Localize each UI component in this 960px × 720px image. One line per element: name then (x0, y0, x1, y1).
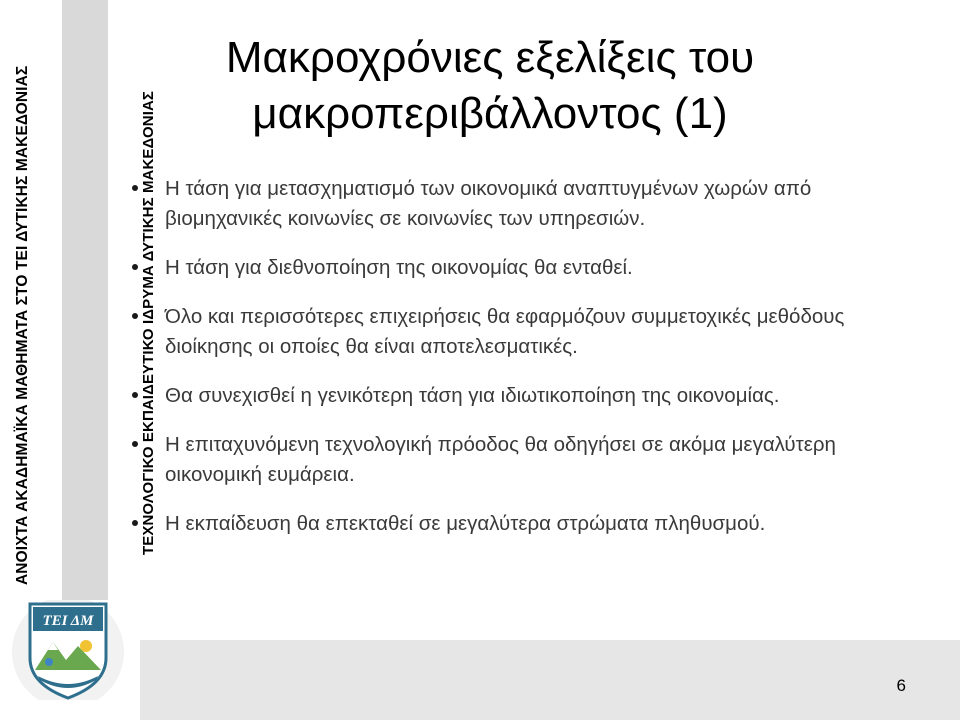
bullet-list (132, 174, 932, 558)
bullet-text: Η επιταχυνόμενη τεχνολογική πρόοδος θα οδηγήσει σε ακόμα μεγαλύτερη οικονομική ευμάρεια. (165, 433, 836, 486)
tei-logo-icon (8, 600, 140, 700)
bullet-item (132, 302, 932, 362)
university-side-band (0, 0, 63, 600)
institute-label: ΤΕΧΝΟΛΟΓΙΚΟ ΕΚΠΑΙΔΕΥΤΙΚΟ ΙΔΡΥΜΑ ΔΥΤΙΚΗΣ ΜΑΚΕΔΟΝΙΑΣ (140, 90, 157, 555)
bullet-text: Η εκπαίδευση θα επεκταθεί σε μεγαλύτερα στρώματα πληθυσμού. (165, 512, 766, 535)
bullet-item (132, 253, 932, 283)
bullet-icon (132, 264, 138, 270)
bullet-icon (132, 185, 138, 191)
university-label: ΑΝΟΙΧΤΑ ΑΚΑΔΗΜΑΪΚΑ ΜΑΘΗΜΑΤΑ ΣΤΟ ΤΕΙ ΔΥΤΙΚΗΣ ΜΑΚΕΔΟΝΙΑΣ (14, 65, 31, 585)
bullet-text: Η τάση για διεθνοποίηση της οικονομίας θα ενταθεί. (165, 256, 633, 279)
bullet-icon (132, 520, 138, 526)
slide-title-line1: Μακροχρόνιες εξελίξεις του (225, 33, 755, 82)
bullet-text: Θα συνεχισθεί η γενικότερη τάση για ιδιωτικοποίηση της οικονομίας. (165, 384, 780, 407)
slide-title-line2: μακροπεριβάλλοντος (1) (252, 89, 728, 138)
bullet-text: Η τάση για μετασχηματισμό των οικονομικά αναπτυγμένων χωρών από βιομηχανικές κοινωνίες σε κοινωνίες των υπηρεσιών. (165, 177, 812, 230)
footer-band (0, 640, 960, 720)
bullet-icon (132, 392, 138, 398)
page-number: 6 (896, 676, 906, 695)
bullet-item (132, 174, 932, 234)
bullet-item (132, 381, 932, 411)
slide-title (130, 30, 850, 142)
logo-text: ΤΕΙ ΔΜ (42, 613, 94, 629)
bullet-icon (132, 313, 138, 319)
institute-side-band (62, 0, 157, 600)
bullet-item (132, 430, 932, 490)
bullet-text: Όλο και περισσότερες επιχειρήσεις θα εφαρμόζουν συμμετοχικές μεθόδους διοίκησης οι οποίες θα είναι αποτελεσματικές. (165, 305, 845, 358)
institution-logo (8, 600, 140, 700)
bullet-icon (132, 441, 138, 447)
bullet-item (132, 509, 932, 539)
